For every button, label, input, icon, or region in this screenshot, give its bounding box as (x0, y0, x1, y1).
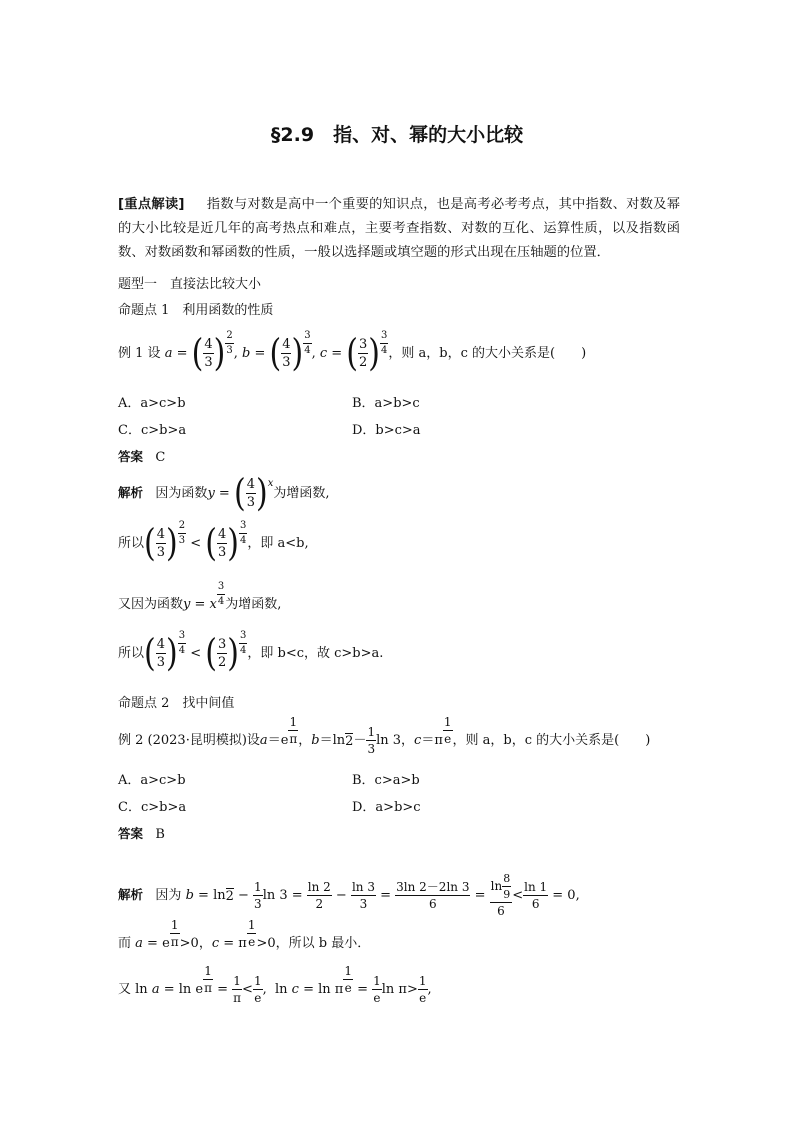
example2-analysis-line3: 又 ln a = ln e $\frac{1}{\pi}$ = $\frac{1}{\pi}$ < $\frac{1}{e}$ , ln c = ln π $\frac{1}{e}$ = $\frac{1}{e}$ ln π> $\frac{1}{e}$ , (118, 964, 432, 1005)
example2-source: (2023·昆明模拟)设 (147, 733, 260, 748)
example1-line2-pre: 所以 (118, 536, 145, 551)
example1-option-d: D．b>c>a (352, 423, 421, 438)
example2-question: 例 2 (2023·昆明模拟)设 a ＝e $\frac{1}{\pi}$ ， b ＝ln 2 － $\frac{1}{3}$ ln 3， c ＝π $\frac{1}{e}$ ，则 a，b，c 的大小关系是( ) (118, 715, 651, 756)
example1-line4-post: ，即 b<c，故 c>b>a. (247, 646, 384, 661)
example1-analysis-line3: 又因为函数 y = x $\frac{3}{4}$ 为增函数, (118, 581, 282, 612)
example2-analysis-label: 解析 (118, 886, 144, 902)
example1-question: 例 1 设 a = ( $\frac{4}{3}$ ) $\frac{2}{3}$ , b = ( $\frac{4}{3}$ ) $\frac{3}{4}$ , c = ( $\frac{3}{2}$ ) $\frac{3}{4}$ ，则 a，b，c 的大小关系是( ) (118, 330, 587, 375)
example1-line3-pre: 又因为函数 (118, 597, 184, 612)
example1-answer-label: 答案 (118, 449, 144, 464)
example1-option-c: C．c>b>a (118, 423, 187, 438)
example1-analysis-label: 解析 (118, 485, 144, 501)
example2-answer-label: 答案 (118, 826, 144, 841)
example1-answer (118, 451, 165, 464)
example2-option-d: D．a>b>c (352, 800, 421, 815)
example2-line3-pre: 又 (118, 982, 132, 997)
example1-analysis-line4: 所以 ( $\frac{4}{3}$ ) $\frac{3}{4}$ < ( $\frac{3}{2}$ ) $\frac{3}{4}$ ，即 b<c，故 c>b>a. (118, 630, 384, 675)
example1-line4-pre: 所以 (118, 646, 145, 661)
example1-line1-post: 为增函数, (273, 486, 330, 501)
example1-line3-post: 为增函数, (225, 597, 282, 612)
example2-line2-post: 所以 b 最小． (288, 936, 371, 951)
example1-suffix: ，则 a，b，c 的大小关系是( ) (388, 346, 587, 361)
example2-answer-value: B (155, 827, 165, 842)
example2-label: 例 2 (118, 733, 144, 748)
example2-suffix: ，则 a，b，c 的大小关系是( ) (452, 733, 651, 748)
example2-option-c: C．c>b>a (118, 800, 187, 815)
example2-option-a: A．a>c>b (118, 773, 186, 788)
example2-option-b: B．c>a>b (352, 773, 420, 788)
page-title: §2.9 指、对、幂的大小比较 (270, 124, 524, 146)
intro-text: 指数与对数是高中一个重要的知识点，也是高考必考考点，其中指数、对数及幂的大小比较是近几年的高考热点和难点，主要考查指数、对数的互化、运算性质，以及指数函数、对数函数和幂函数的性质，一般以选择题或填空题的形式出现在压轴题的位置． (118, 197, 681, 260)
example1-analysis-line1: 解析 因为函数 y = ( $\frac{4}{3}$ ) x 为增函数, (118, 471, 330, 515)
example2-analysis-line1: 解析 因为 b = ln 2 − $\frac{1}{3}$ ln 3 = $\frac{\ln 2}{2}$ − $\frac{\ln 3}{3}$ = $\frac{3\ln 2-2\ln 3}{6}$ = ln $\frac{8}{9}$ 6 < $\frac{\ln 1}{6}$ = 0, (118, 872, 580, 918)
example1-label: 例 1 (118, 346, 144, 361)
type1-heading: 题型一 直接法比较大小 (118, 277, 262, 292)
example1-line2-post: ，即 a<b, (247, 536, 309, 551)
example1-analysis-line2: 所以 ( $\frac{4}{3}$ ) $\frac{2}{3}$ < ( $\frac{4}{3}$ ) $\frac{3}{4}$ ，即 a<b, (118, 520, 309, 565)
example1-answer-value: C (155, 450, 166, 465)
example1-option-a: A．a>c>b (118, 396, 186, 411)
example1-line1-pre: 因为函数 (155, 486, 208, 501)
point1-heading: 命题点 1 利用函数的性质 (118, 303, 274, 318)
intro-paragraph (118, 193, 680, 265)
example2-line1-pre: 因为 (155, 887, 182, 903)
example1-option-b: B．a>b>c (352, 396, 420, 411)
example1-prefix: 设 (147, 346, 161, 361)
example2-analysis-line2: 而 a = e $\frac{1}{\pi}$ >0， c = π $\frac{1}{e}$ >0， 所以 b 最小． (118, 918, 371, 951)
point2-heading: 命题点 2 找中间值 (118, 696, 235, 711)
example2-answer (118, 828, 165, 841)
intro-label: [重点解读] (118, 197, 185, 212)
